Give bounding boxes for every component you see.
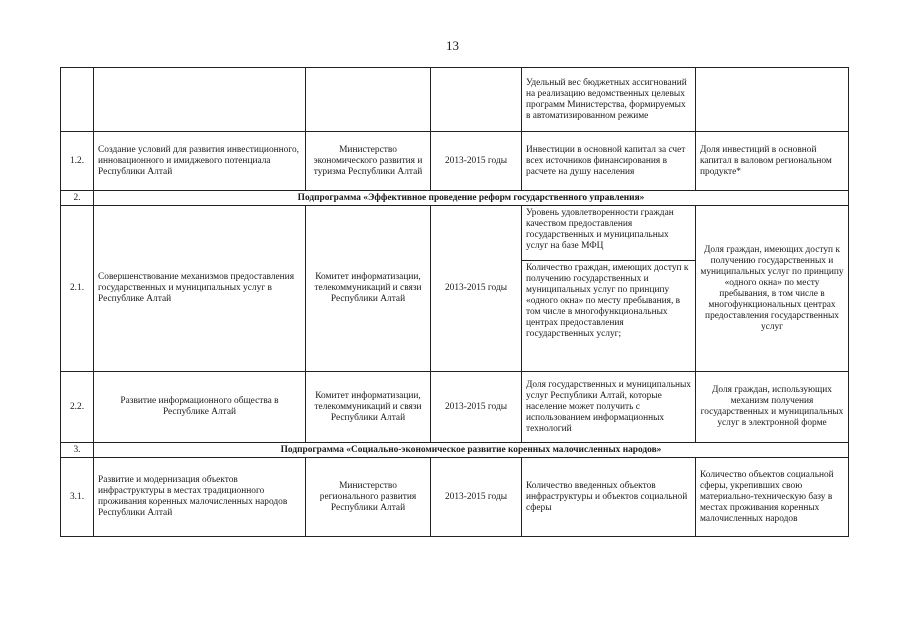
cell-period [431, 68, 522, 132]
cell-indicator: Доля государственных и муниципальных услуг Республики Алтай, которые население может получить с использованием информационных технологий [522, 372, 696, 443]
cell-target: Доля граждан, имеющих доступ к получению государственных и муниципальных услуг по принципу «одного окна» по месту пребывания, в том числе в многофункциональных центрах предоставления государственных услуг [696, 206, 849, 372]
cell-executor: Министерство экономического развития и туризма Республики Алтай [306, 132, 431, 191]
indicator-satisfaction: Уровень удовлетворенности граждан качеством предоставления государственных и муниципальных услуг на базе МФЦ [526, 208, 674, 251]
cell-indicator: Инвестиции в основной капитал за счет всех источников финансирования в расчете на душу населения [522, 132, 696, 191]
page-number: 13 [446, 38, 459, 53]
cell-task [94, 68, 306, 132]
cell-num: 1.2. [61, 132, 94, 191]
cell-target: Доля инвестиций в основной капитал в валовом региональном продукте* [696, 132, 849, 191]
indicator-access-count: Количество граждан, имеющих доступ к получению государственных и муниципальных услуг по принципу «одного окна» по месту пребывания, в том числе в многофункциональных центрах предоставления государственных услуг; [522, 260, 695, 342]
cell-target [696, 68, 849, 132]
cell-period: 2013-2015 годы [431, 372, 522, 443]
table-row-subprogram-3 [61, 443, 849, 458]
cell-num: 2. [61, 191, 94, 206]
cell-executor: Министерство регионального развития Республики Алтай [306, 458, 431, 537]
subprogram-title: Подпрограмма «Эффективное проведение реформ государственного управления» [94, 191, 849, 206]
cell-period: 2013-2015 годы [431, 458, 522, 537]
cell-executor: Комитет информатизации, телекоммуникаций и связи Республики Алтай [306, 372, 431, 443]
cell-task: Создание условий для развития инвестиционного, инновационного и имиджевого потенциала Республики Алтай [94, 132, 306, 191]
cell-num [61, 68, 94, 132]
cell-indicator: Количество введенных объектов инфраструктуры и объектов социальной сферы [522, 458, 696, 537]
cell-indicator: Удельный вес бюджетных ассигнований на реализацию ведомственных целевых программ Министерства, формируемых в автоматизированном режиме [522, 68, 696, 132]
cell-num: 2.2. [61, 372, 94, 443]
cell-executor [306, 68, 431, 132]
table-row-continuation [61, 68, 849, 132]
cell-period: 2013-2015 годы [431, 132, 522, 191]
cell-indicator [522, 206, 696, 372]
table-row-2-2 [61, 372, 849, 443]
table-row-3-1 [61, 458, 849, 537]
cell-target: Доля граждан, использующих механизм получения государственных и муниципальных услуг в электронной форме [696, 372, 849, 443]
cell-period: 2013-2015 годы [431, 206, 522, 372]
cell-target: Количество объектов социальной сферы, укрепивших свою материально-техническую базу в местах проживания коренных малочисленных народов [696, 458, 849, 537]
table-row-subprogram-2 [61, 191, 849, 206]
subprogram-title: Подпрограмма «Социально-экономическое развитие коренных малочисленных народов» [94, 443, 849, 458]
cell-executor: Комитет информатизации, телекоммуникаций и связи Республики Алтай [306, 206, 431, 372]
cell-task: Развитие и модернизация объектов инфраструктуры в местах традиционного проживания коренных малочисленных народов Республики Алтай [94, 458, 306, 537]
cell-num: 3.1. [61, 458, 94, 537]
cell-task: Развитие информационного общества в Республике Алтай [94, 372, 306, 443]
table-row-1-2 [61, 132, 849, 191]
cell-num: 3. [61, 443, 94, 458]
table-row-2-1 [61, 206, 849, 372]
cell-num: 2.1. [61, 206, 94, 372]
cell-task: Совершенствование механизмов предоставления государственных и муниципальных услуг в Республике Алтай [94, 206, 306, 372]
program-table [60, 67, 849, 537]
